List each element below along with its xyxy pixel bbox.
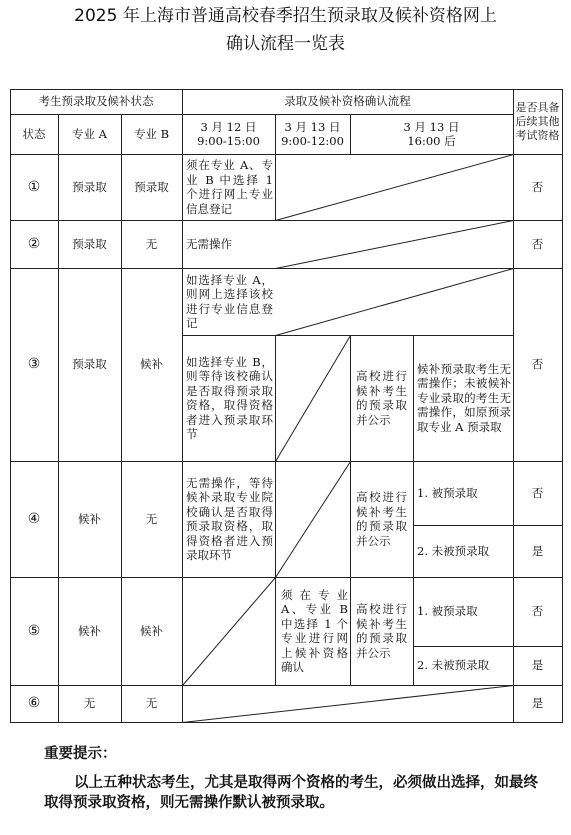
row5-major-b: 候补 xyxy=(140,623,163,638)
time3-label: 16:00 后 xyxy=(407,134,456,148)
major-b-column-header: 专业 B xyxy=(133,126,170,141)
row6-eligible: 是 xyxy=(531,696,544,711)
date1-label: 3 月 12 日 xyxy=(200,119,257,134)
row2-step1: 无需操作 xyxy=(186,236,232,251)
eligibility-header: 是否具备后续其他考试资格 xyxy=(515,100,560,142)
notice-title: 重要提示： xyxy=(44,745,117,762)
date3-label: 3 月 13 日 xyxy=(403,119,460,134)
page-title-line2: 确认流程一览表 xyxy=(226,34,345,54)
row3-step2: 高校进行候补考生的预录取并公示 xyxy=(356,369,407,427)
row3-major-b: 候补 xyxy=(140,357,163,372)
major-a-column-header: 专业 A xyxy=(72,126,107,141)
row4-major-b: 无 xyxy=(145,511,158,526)
row4-major-a: 候补 xyxy=(78,511,101,526)
page-title: 2025 年上海市普通高校春季招生预录取及候补资格网上 xyxy=(74,6,497,26)
row3-eligible: 否 xyxy=(531,357,544,372)
row1-major-a: 预录取 xyxy=(72,179,107,194)
process-group-header: 录取及候补资格确认流程 xyxy=(284,94,411,109)
date-column-1 xyxy=(182,114,275,154)
row6-major-a: 无 xyxy=(83,696,96,711)
row6-state: ⑥ xyxy=(27,695,41,712)
row1-eligible: 否 xyxy=(531,179,544,194)
time1-label: 9:00-15:00 xyxy=(197,134,260,148)
row4-step1: 无需操作，等待候补录取专业院校确认是否取得预录取资格，取得资格者进入预录取环节 xyxy=(186,475,273,562)
row2-eligible: 否 xyxy=(531,236,544,251)
date-column-3 xyxy=(350,114,513,154)
row2-major-a: 预录取 xyxy=(72,236,107,251)
row5-outcome-not-admitted: 2. 未被预录取 xyxy=(417,658,490,673)
date-column-2 xyxy=(275,114,350,154)
row5-major-a: 候补 xyxy=(78,623,101,638)
date2-label: 3 月 13 日 xyxy=(284,119,341,134)
row4-eligible-not-admitted: 是 xyxy=(531,543,544,558)
row2-state: ② xyxy=(27,235,41,252)
row3-step1-option-a: 如选择专业 A，则网上选择该校进行专业信息登记 xyxy=(186,272,273,330)
row4-step2: 高校进行候补考生的预录取并公示 xyxy=(356,490,407,548)
row1-step1: 须在专业 A、专业 B 中选择 1 个进行网上专业信息登记 xyxy=(186,158,273,216)
row3-major-a: 预录取 xyxy=(72,357,107,372)
time2-label: 9:00-12:00 xyxy=(281,134,344,148)
row5-state: ⑤ xyxy=(27,622,41,639)
row1-state: ① xyxy=(27,178,41,195)
row4-state: ④ xyxy=(27,510,41,527)
row6-major-b: 无 xyxy=(145,696,158,711)
row4-eligible-admitted: 否 xyxy=(531,485,544,500)
row3-state: ③ xyxy=(27,356,41,373)
notice-text: 以上五种状态考生，尤其是取得两个资格的考生，必须做出选择，如最终取得预录取资格，则无需操作默认被预录取。 xyxy=(44,774,538,811)
row5-eligible-not-admitted: 是 xyxy=(531,658,544,673)
row5-eligible-admitted: 否 xyxy=(531,604,544,619)
row4-outcome-admitted: 1. 被预录取 xyxy=(417,485,478,500)
row3-step3: 候补预录取考生无需操作；未被候补专业录取的考生无需操作，如原预录取专业 A 预录取 xyxy=(417,361,511,434)
row4-outcome-not-admitted: 2. 未被预录取 xyxy=(417,543,490,558)
status-group-header: 考生预录取及候补状态 xyxy=(38,94,154,109)
row5-step2: 须在专业 A、专业 B 中选择 1 个专业进行网上候补资格确认 xyxy=(281,587,348,674)
row5-outcome-admitted: 1. 被预录取 xyxy=(417,604,478,619)
row2-major-b: 无 xyxy=(145,236,158,251)
row1-major-b: 预录取 xyxy=(134,179,169,194)
row3-step1-option-b: 如选择专业 B，则等待该校确认是否取得预录取资格，取得资格者进入预录取环节 xyxy=(186,354,273,441)
state-column-header: 状态 xyxy=(22,126,46,141)
row5-step3: 高校进行候补考生的预录取并公示 xyxy=(356,602,407,660)
